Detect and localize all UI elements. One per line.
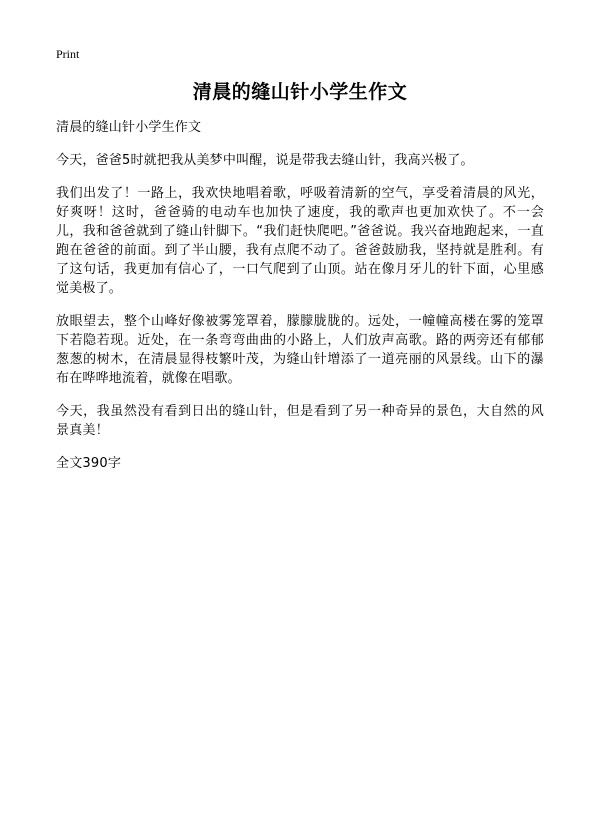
page-title: 清晨的缝山针小学生作文 [192, 81, 408, 103]
paragraph-2: 我们出发了！一路上，我欢快地唱着歌，呼吸着清新的空气，享受着清晨的风光，好爽呀！这时，爸爸骑的电动车也加快了速度，我的歌声也更加欢快了。不一会儿，我和爸爸就到了缝山针脚下。“我们赶快爬吧。”爸爸说。我兴奋地跑起来，一直跑在爸爸的前面。到了半山腰，我有点爬不动了。爸爸鼓励我，坚持就是胜利。有了这句话，我更加有信心了，一口气爬到了山顶。站在像月牙儿的针下面，心里感觉美极了。 [56, 186, 544, 296]
paragraph-3: 放眼望去，整个山峰好像被雾笼罩着，朦朦胧胧的。远处，一幢幢高楼在雾的笼罩下若隐若现。近处，在一条弯弯曲曲的小路上，人们放声高歌。路的两旁还有郁郁葱葱的树木，在清晨显得枝繁叶茂，为缝山针增添了一道亮丽的风景线。山下的瀑布在哗哗地流着，就像在唱歌。 [56, 314, 544, 386]
print-label: Print [56, 47, 80, 61]
paragraph-4: 今天，我虽然没有看到日出的缝山针，但是看到了另一种奇异的景色，大自然的风景真美！ [56, 404, 544, 438]
paragraph-1: 今天，爸爸5时就把我从美梦中叫醒，说是带我去缝山针，我高兴极了。 [56, 153, 474, 168]
article-body [56, 118, 544, 487]
article-subtitle: 清晨的缝山针小学生作文 [56, 120, 202, 135]
word-count: 全文390字 [56, 456, 122, 471]
